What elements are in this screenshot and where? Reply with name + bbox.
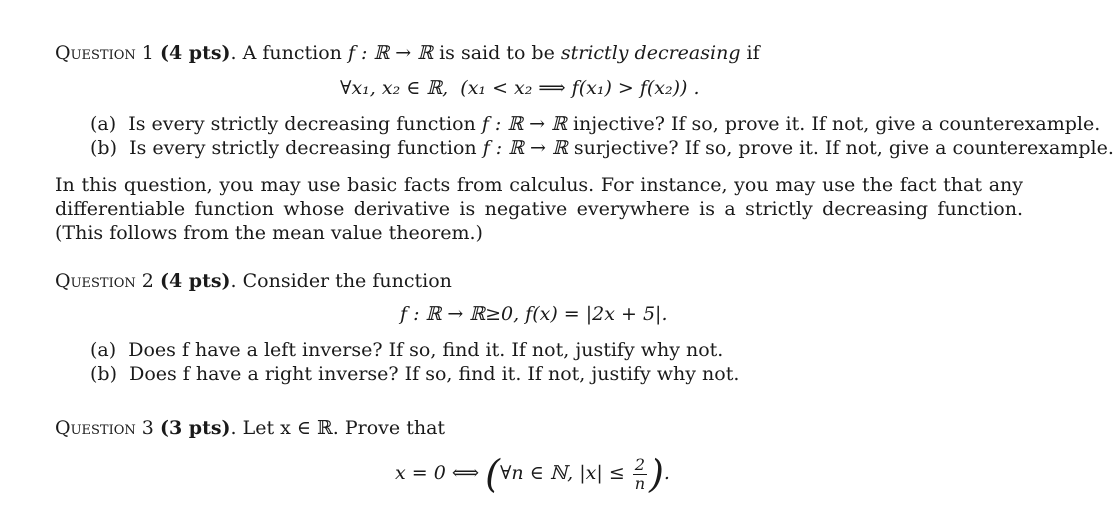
q1-label: Question 1 [55,42,154,64]
item-label: (a) [90,339,117,361]
q1-points: (4 pts) [159,42,231,64]
q3-label: Question 3 [55,417,154,439]
item-label: (b) [90,137,117,159]
q2-display-formula: f : ℝ → ℝ≥0, f(x) = |2x + 5|. [400,303,668,325]
q1-item-b: (b) Is every strictly decreasing function f : ℝ → ℝ surjective? If so, prove it. If not, give a counterexample. [90,137,1114,159]
fraction-2-over-n: $\frac{2}{n}$ [634,454,646,493]
term-strictly-decreasing: strictly decreasing [560,42,741,64]
q2-item-b: (b) Does f have a right inverse? If so, find it. If not, justify why not. [90,363,740,385]
q2-label: Question 2 [55,270,154,292]
q3-display-formula: x = 0 ⟺ (∀n ∈ ℕ, |x| ≤ $\frac{2}{n}$ ). [395,452,670,496]
item-label: (a) [90,113,117,135]
q2-heading-line: Question 2 (4 pts). Consider the function [55,270,452,292]
q1-note: In this question, you may use basic facts from calculus. For instance, you may use the fact that any differentiable function whose derivative is negative everywhere is a strictly decreasing function. (This follows from the mean value theorem.) [55,174,1023,244]
q2-item-a: (a) Does f have a left inverse? If so, find it. If not, justify why not. [90,339,724,361]
q2-points: (4 pts) [159,270,231,292]
q1-display-formula: ∀x₁, x₂ ∈ ℝ, (x₁ < x₂ ⟹ f(x₁) > f(x₂)) . [340,77,700,99]
item-label: (b) [90,363,117,385]
function-signature: f : ℝ → ℝ [347,42,434,64]
q3-points: (3 pts) [159,417,231,439]
right-paren: ) [649,452,664,496]
left-paren: ( [485,452,500,496]
q1-item-a: (a) Is every strictly decreasing function f : ℝ → ℝ injective? If so, prove it. If not, give a counterexample. [90,113,1101,135]
q3-heading-line: Question 3 (3 pts). Let x ∈ ℝ. Prove that [55,417,446,439]
q1-heading-line: Question 1 (4 pts). A function f : ℝ → ℝ is said to be strictly decreasing if [55,42,760,64]
